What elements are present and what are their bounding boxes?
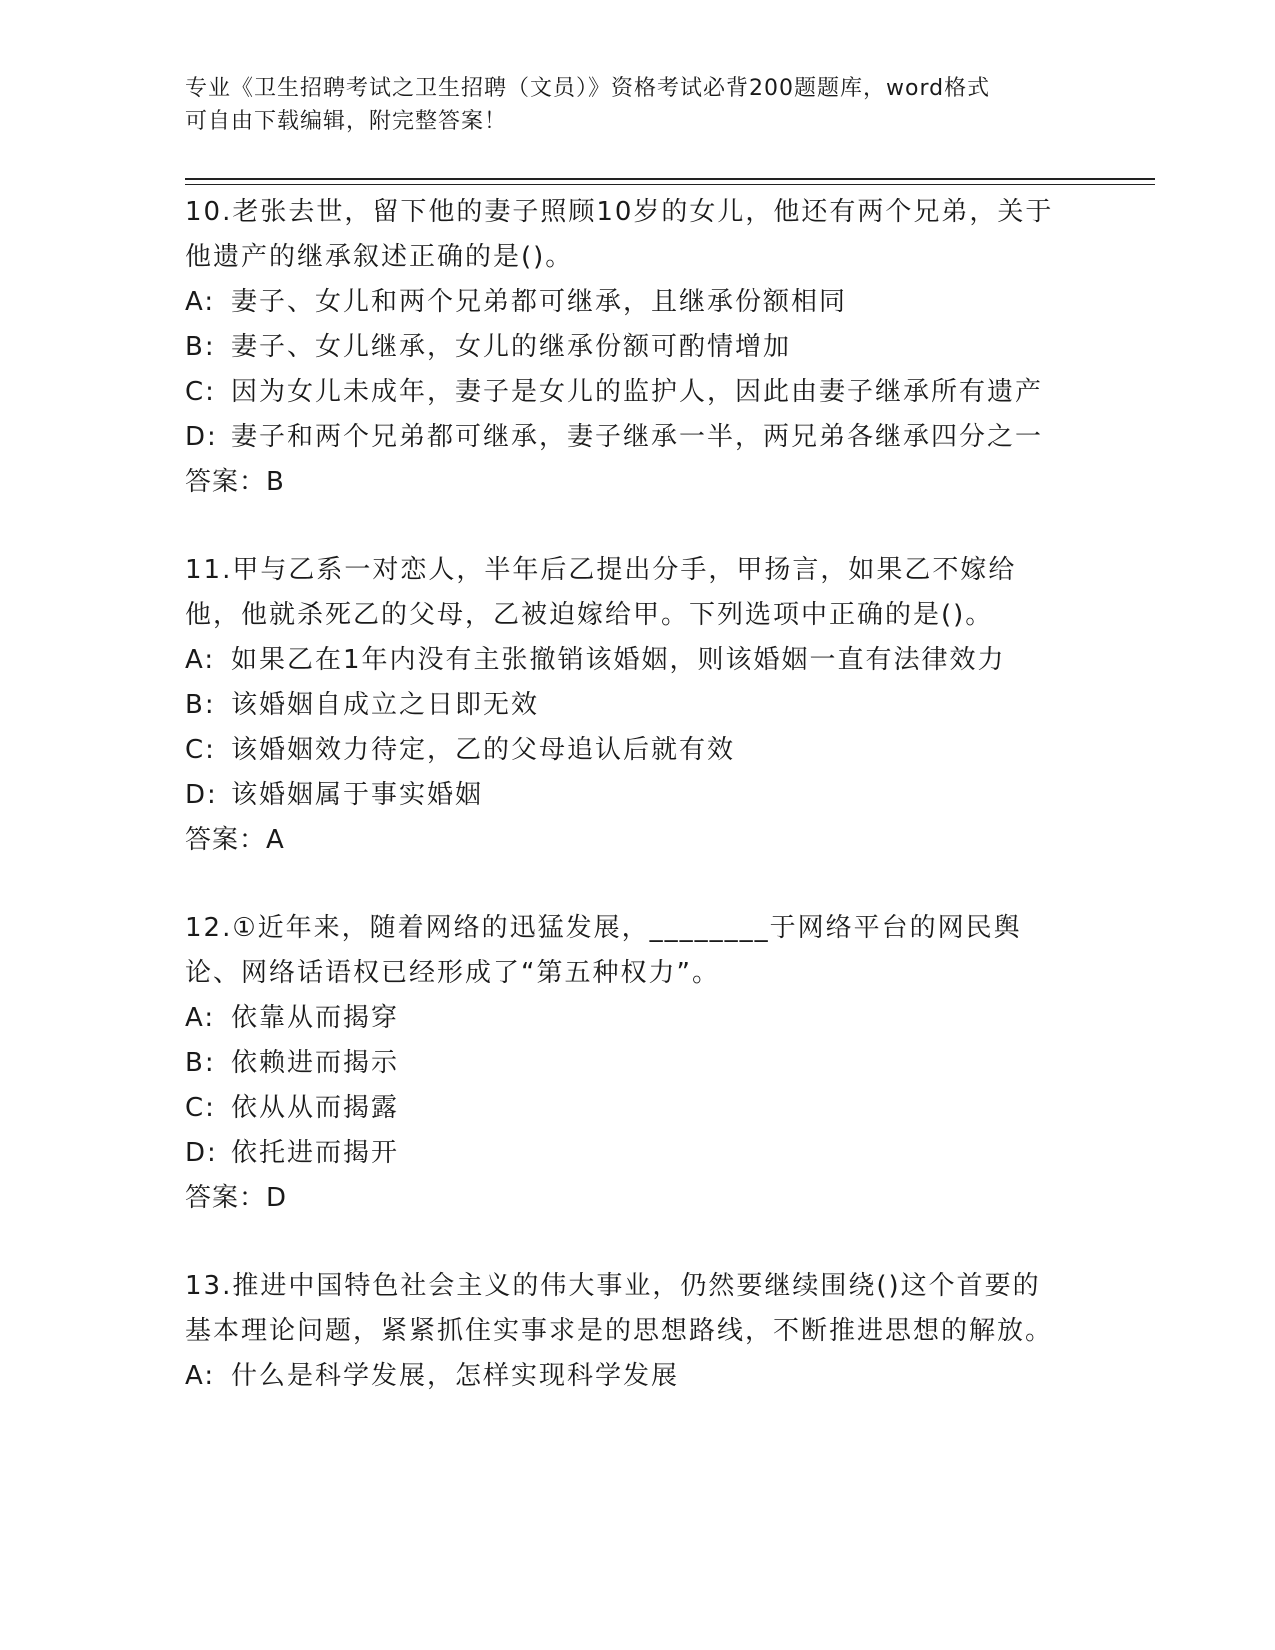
option-key: D:: [185, 1138, 218, 1168]
question-10: [185, 190, 1065, 505]
option-key: A:: [185, 1003, 216, 1033]
option-key: B:: [185, 332, 216, 362]
question-13: [185, 1264, 1065, 1399]
option-text: 什么是科学发展，怎样实现科学发展: [231, 1361, 680, 1391]
answer-line: 答案：A: [185, 825, 285, 855]
answer-line: 答案：B: [185, 467, 285, 497]
option-text: 依托进而揭开: [231, 1138, 400, 1168]
option-c: [185, 728, 1065, 773]
option-a: [185, 1354, 1065, 1399]
question-stem: 13.推进中国特色社会主义的伟大事业，仍然要继续围绕()这个首要的基本理论问题，紧紧抓住实事求是的思想路线，不断推进思想的解放。: [185, 1271, 1054, 1346]
question-list: [185, 190, 1065, 1442]
option-key: B:: [185, 690, 216, 720]
option-key: D:: [185, 780, 218, 810]
question-stem: 11.甲与乙系一对恋人，半年后乙提出分手，甲扬言，如果乙不嫁给他，他就杀死乙的父母，乙被迫嫁给甲。下列选项中正确的是()。: [185, 555, 1017, 630]
option-a: [185, 280, 1065, 325]
option-text: 该婚姻自成立之日即无效: [231, 690, 540, 720]
document-header: [185, 72, 1065, 138]
question-stem: 10.老张去世，留下他的妻子照顾10岁的女儿，他还有两个兄弟，关于他遗产的继承叙述正确的是()。: [185, 197, 1054, 272]
option-key: C:: [185, 1093, 216, 1123]
header-line-1: 专业《卫生招聘考试之卫生招聘（文员）》资格考试必背200题题库，word格式: [185, 76, 991, 101]
option-text: 因为女儿未成年，妻子是女儿的监护人，因此由妻子继承所有遗产: [231, 377, 1044, 407]
option-a: [185, 638, 1065, 683]
option-key: C:: [185, 377, 216, 407]
option-text: 如果乙在1年内没有主张撤销该婚姻，则该婚姻一直有法律效力: [231, 645, 1006, 675]
option-key: A:: [185, 645, 216, 675]
header-line-2: 可自由下载编辑，附完整答案！: [185, 109, 508, 134]
option-text: 妻子和两个兄弟都可继承，妻子继承一半，两兄弟各继承四分之一: [231, 422, 1044, 452]
option-c: [185, 370, 1065, 415]
question-11: [185, 548, 1065, 863]
option-text: 妻子、女儿和两个兄弟都可继承，且继承份额相同: [231, 287, 848, 317]
header-divider-thick: [185, 178, 1155, 180]
header-divider-thin: [185, 184, 1155, 185]
question-stem: 12.①近年来，随着网络的迅猛发展，________于网络平台的网民舆论、网络话语权已经形成了“第五种权力”。: [185, 913, 1022, 988]
option-d: [185, 773, 1065, 818]
option-c: [185, 1086, 1065, 1131]
option-key: A:: [185, 1361, 216, 1391]
option-key: C:: [185, 735, 216, 765]
option-b: [185, 325, 1065, 370]
option-text: 该婚姻属于事实婚姻: [231, 780, 484, 810]
option-b: [185, 683, 1065, 728]
option-b: [185, 1041, 1065, 1086]
option-key: D:: [185, 422, 218, 452]
option-key: A:: [185, 287, 216, 317]
option-key: B:: [185, 1048, 216, 1078]
option-text: 妻子、女儿继承，女儿的继承份额可酌情增加: [231, 332, 792, 362]
question-12: [185, 906, 1065, 1221]
option-d: [185, 1131, 1065, 1176]
option-d: [185, 415, 1065, 460]
option-text: 依从从而揭露: [231, 1093, 400, 1123]
option-text: 依赖进而揭示: [231, 1048, 400, 1078]
option-a: [185, 996, 1065, 1041]
option-text: 该婚姻效力待定，乙的父母追认后就有效: [231, 735, 736, 765]
answer-line: 答案：D: [185, 1183, 288, 1213]
option-text: 依靠从而揭穿: [231, 1003, 400, 1033]
